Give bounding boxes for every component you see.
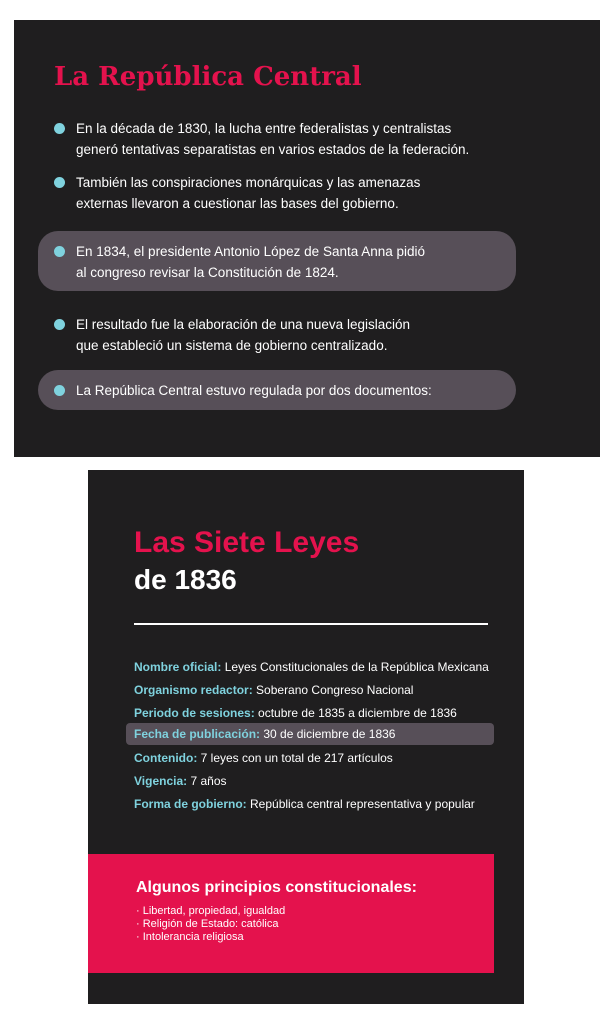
bullet-item-highlighted bbox=[38, 370, 516, 410]
info-value: 30 de diciembre de 1836 bbox=[260, 727, 396, 741]
bullet-item bbox=[54, 172, 420, 214]
bullet-text: En la década de 1830, la lucha entre federalistas y centralistas generó tentativas separatistas en varios estados de la federación. bbox=[76, 121, 470, 157]
principles-box bbox=[88, 854, 494, 973]
bullet-item-highlighted bbox=[38, 231, 516, 291]
info-label: Forma de gobierno: bbox=[134, 797, 247, 811]
republica-central-panel bbox=[14, 20, 600, 457]
info-row-fecha-publicacion bbox=[126, 723, 494, 745]
principle-item: · Intolerancia religiosa bbox=[136, 931, 244, 943]
info-value: República central representativa y popular bbox=[246, 797, 475, 811]
info-row-nombre-oficial bbox=[134, 659, 489, 675]
bullet-text: La República Central estuvo regulada por dos documentos: bbox=[76, 383, 432, 398]
principle-item: · Religión de Estado: católica bbox=[136, 918, 279, 930]
info-value: 7 leyes con un total de 217 artículos bbox=[197, 751, 393, 765]
bullet-dot-icon bbox=[54, 246, 65, 257]
bullet-text: También las conspiraciones monárquicas y las amenazas externas llevaron a cuestionar las bases del gobierno. bbox=[76, 175, 421, 211]
info-row-contenido bbox=[134, 750, 393, 766]
bullet-dot-icon bbox=[54, 319, 65, 330]
siete-leyes-panel bbox=[88, 470, 524, 1004]
bullet-item bbox=[54, 314, 410, 356]
divider bbox=[134, 623, 488, 625]
siete-leyes-title: Las Siete Leyes bbox=[134, 526, 360, 559]
principle-item: · Libertad, propiedad, igualdad bbox=[136, 905, 286, 917]
bullet-text: En 1834, el presidente Antonio López de Santa Anna pidió al congreso revisar la Constitución de 1824. bbox=[76, 244, 426, 280]
principles-title: Algunos principios constitucionales: bbox=[136, 879, 417, 896]
info-label: Fecha de publicación: bbox=[134, 727, 261, 741]
info-value: Leyes Constitucionales de la República Mexicana bbox=[221, 660, 489, 674]
siete-leyes-subtitle: de 1836 bbox=[134, 564, 237, 595]
bullet-item bbox=[54, 118, 469, 160]
info-label: Contenido: bbox=[134, 751, 198, 765]
info-label: Nombre oficial: bbox=[134, 660, 222, 674]
info-label: Vigencia: bbox=[134, 774, 188, 788]
info-label: Periodo de sesiones: bbox=[134, 706, 255, 720]
bullet-dot-icon bbox=[54, 177, 65, 188]
info-row-periodo-sesiones bbox=[134, 705, 457, 721]
info-row-vigencia bbox=[134, 773, 227, 789]
info-value: 7 años bbox=[187, 774, 227, 788]
info-value: octubre de 1835 a diciembre de 1836 bbox=[254, 706, 457, 720]
bullet-text: El resultado fue la elaboración de una nueva legislación que estableció un sistema de gobierno centralizado. bbox=[76, 317, 410, 353]
info-row-forma-gobierno bbox=[134, 796, 475, 812]
bullet-dot-icon bbox=[54, 123, 65, 134]
info-label: Organismo redactor: bbox=[134, 683, 253, 697]
info-value: Soberano Congreso Nacional bbox=[252, 683, 414, 697]
info-row-organismo-redactor bbox=[134, 682, 413, 698]
bullet-dot-icon bbox=[54, 385, 65, 396]
republica-central-title: La República Central bbox=[54, 62, 362, 92]
